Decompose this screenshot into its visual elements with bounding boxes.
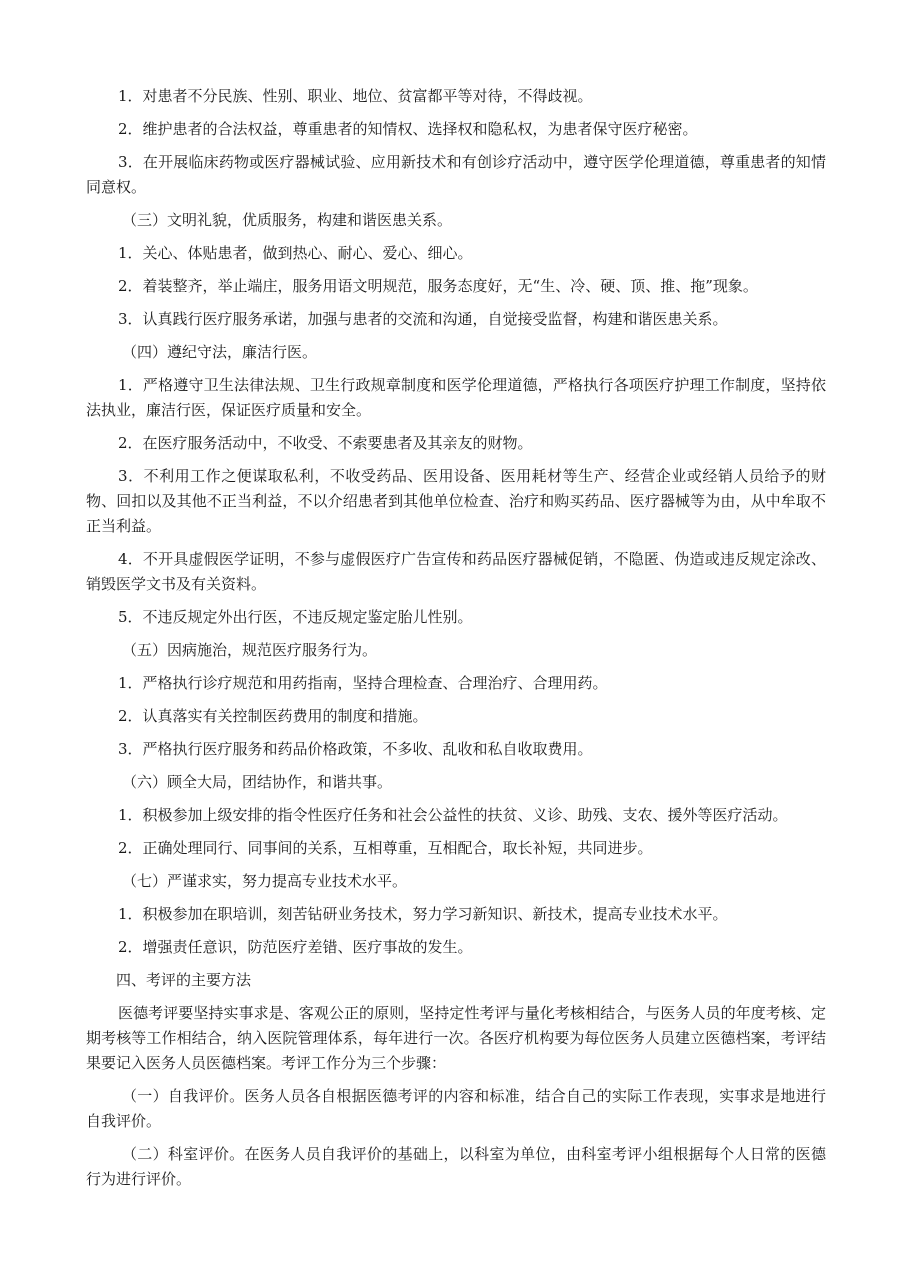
- paragraph: 1．严格执行诊疗规范和用药指南，坚持合理检查、合理治疗、合理用药。: [118, 674, 608, 692]
- subsection-heading: （四）遵纪守法，廉洁行医。: [122, 343, 318, 361]
- paragraph: 4．不开具虚假医学证明，不参与虚假医疗广告宣传和药品医疗器械促销，不隐匿、伪造或违反规定涂改、销毁医学文书及有关资料。: [86, 550, 826, 593]
- paragraph: （二）科室评价。在医务人员自我评价的基础上，以科室为单位，由科室考评小组根据每个人日常的医德行为进行评价。: [86, 1145, 826, 1188]
- paragraph: 2．认真落实有关控制医药费用的制度和措施。: [118, 707, 428, 725]
- paragraph: 2．增强责任意识，防范医疗差错、医疗事故的发生。: [118, 938, 473, 956]
- subsection-heading: （六）顾全大局，团结协作，和谐共事。: [122, 773, 393, 791]
- paragraph: 5．不违反规定外出行医，不违反规定鉴定胎儿性别。: [118, 608, 473, 626]
- paragraph: 3．不利用工作之便谋取私利，不收受药品、医用设备、医用耗材等生产、经营企业或经销人员给予的财物、回扣以及其他不正当利益，不以介绍患者到其他单位检查、治疗和购买药品、医疗器械等为由，从中牟取不正当利益。: [86, 467, 826, 535]
- paragraph: 2．着装整齐，举止端庄，服务用语文明规范，服务态度好，无“生、冷、硬、顶、推、拖”现象。: [118, 277, 758, 295]
- subsection-heading: （五）因病施治，规范医疗服务行为。: [122, 641, 378, 659]
- paragraph: 1．关心、体贴患者，做到热心、耐心、爱心、细心。: [118, 244, 473, 262]
- section-heading: 四、考评的主要方法: [116, 971, 252, 989]
- paragraph: 2．维护患者的合法权益，尊重患者的知情权、选择权和隐私权，为患者保守医疗秘密。: [118, 120, 698, 138]
- paragraph: 2．在医疗服务活动中，不收受、不索要患者及其亲友的财物。: [118, 434, 533, 452]
- subsection-heading: （三）文明礼貌，优质服务，构建和谐医患关系。: [122, 211, 453, 229]
- paragraph: 1．严格遵守卫生法律法规、卫生行政规章制度和医学伦理道德，严格执行各项医疗护理工作制度，坚持依法执业，廉洁行医，保证医疗质量和安全。: [86, 376, 826, 419]
- paragraph: 3．严格执行医疗服务和药品价格政策，不多收、乱收和私自收取费用。: [118, 740, 593, 758]
- paragraph: 1．积极参加上级安排的指令性医疗任务和社会公益性的扶贫、义诊、助残、支农、援外等医疗活动。: [118, 806, 788, 824]
- paragraph: （一）自我评价。医务人员各自根据医德考评的内容和标准，结合自己的实际工作表现，实事求是地进行自我评价。: [86, 1087, 826, 1130]
- paragraph: 3．认真践行医疗服务承诺，加强与患者的交流和沟通，自觉接受监督，构建和谐医患关系。: [118, 310, 728, 328]
- paragraph: 1．对患者不分民族、性别、职业、地位、贫富都平等对待，不得歧视。: [118, 87, 593, 105]
- subsection-heading: （七）严谨求实，努力提高专业技术水平。: [122, 872, 408, 890]
- paragraph: 3．在开展临床药物或医疗器械试验、应用新技术和有创诊疗活动中，遵守医学伦理道德，尊重患者的知情同意权。: [86, 153, 826, 196]
- document-body: [86, 84, 826, 1200]
- paragraph: 2．正确处理同行、同事间的关系，互相尊重，互相配合，取长补短，共同进步。: [118, 839, 653, 857]
- paragraph: 医德考评要坚持实事求是、客观公正的原则，坚持定性考评与量化考核相结合，与医务人员的年度考核、定期考核等工作相结合，纳入医院管理体系，每年进行一次。各医疗机构要为每位医务人员建立医德档案，考评结果要记入医务人员医德档案。考评工作分为三个步骤：: [86, 1004, 826, 1072]
- paragraph: 1．积极参加在职培训，刻苦钻研业务技术，努力学习新知识、新技术，提高专业技术水平。: [118, 905, 728, 923]
